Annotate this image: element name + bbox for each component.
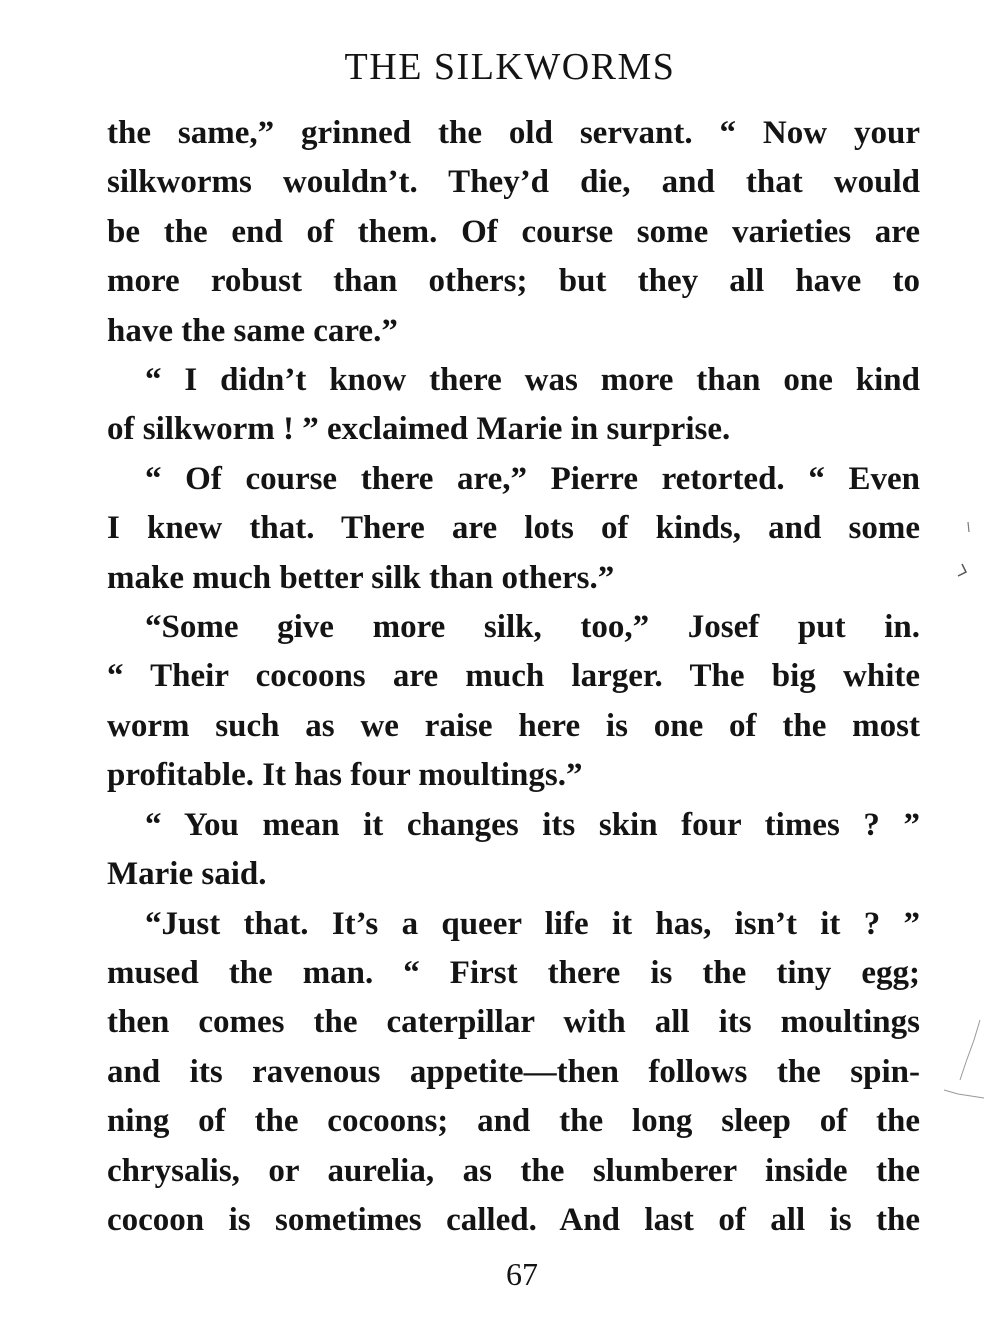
text-line: Marie said. xyxy=(107,856,267,893)
text-line: then comes the caterpillar with all its moultings xyxy=(107,1004,920,1041)
text-line: and its ravenous appetite—then follows the spin- xyxy=(107,1053,920,1090)
text-line: profitable. It has four moultings.” xyxy=(107,757,583,794)
text-line: more robust than others; but they all have to xyxy=(107,263,920,300)
text-line: be the end of them. Of course some varieties are xyxy=(107,213,920,250)
text-line: “Some give more silk, too,” Josef put in. xyxy=(145,609,920,646)
paragraph-2 xyxy=(107,356,920,455)
paragraph-6 xyxy=(107,900,920,1246)
text-line: “Just that. It’s a queer life it has, isn’t it ? ” xyxy=(145,905,920,942)
text-line: silkworms wouldn’t. They’d die, and that would xyxy=(107,164,920,201)
paragraph-3 xyxy=(107,455,920,603)
running-head: THE SILKWORMS xyxy=(344,46,676,88)
text-line: have the same care.” xyxy=(107,312,398,349)
text-line: worm such as we raise here is one of the most xyxy=(107,707,920,744)
text-line: “ Of course there are,” Pierre retorted. “ Even xyxy=(145,460,920,497)
text-line: “ I didn’t know there was more than one kind xyxy=(145,362,920,399)
text-line: cocoon is sometimes called. And last of all is the xyxy=(107,1201,920,1238)
text-line: the same,” grinned the old servant. “ Now your xyxy=(107,115,920,151)
text-line: make much better silk than others.” xyxy=(107,559,615,596)
text-line: ning of the cocoons; and the long sleep of the xyxy=(107,1103,920,1140)
text-line: “ You mean it changes its skin four times ? ” xyxy=(145,806,920,843)
text-line: chrysalis, or aurelia, as the slumberer inside the xyxy=(107,1152,920,1189)
margin-scan-marks xyxy=(940,500,990,1120)
body-text xyxy=(107,109,920,1245)
paragraph-4 xyxy=(107,603,920,801)
text-line: “ Their cocoons are much larger. The big white xyxy=(107,658,920,695)
page-number: 67 xyxy=(506,1256,538,1292)
paragraph-5 xyxy=(107,801,920,900)
text-line: I knew that. There are lots of kinds, and some xyxy=(107,510,920,547)
text-line: mused the man. “ First there is the tiny egg; xyxy=(107,954,920,991)
text-line: of silkworm ! ” exclaimed Marie in surprise. xyxy=(107,411,731,448)
paragraph-1 xyxy=(107,109,920,356)
